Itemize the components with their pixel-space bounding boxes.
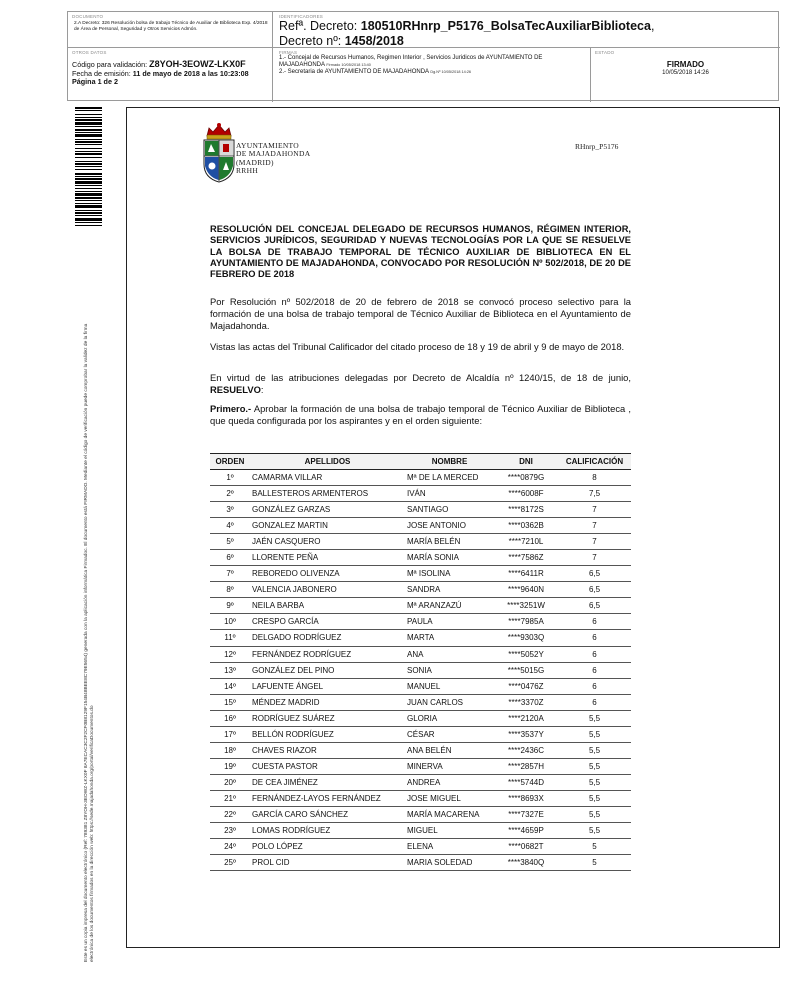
- table-row: [210, 678, 631, 694]
- row-dni: ****3370Z: [494, 694, 558, 710]
- identificadores-cell: [273, 12, 780, 48]
- letterhead-text: [236, 142, 310, 175]
- decreto-number-line: [279, 34, 774, 48]
- table-row: [210, 486, 631, 502]
- row-nombre: MARÍA MACARENA: [405, 806, 494, 822]
- row-nombre: IVÁN: [405, 486, 494, 502]
- row-calificacion: 6: [558, 646, 631, 662]
- row-nombre: MARÍA SONIA: [405, 550, 494, 566]
- row-nombre: JOSE ANTONIO: [405, 518, 494, 534]
- table-row: [210, 582, 631, 598]
- row-calificacion: 7: [558, 518, 631, 534]
- row-apellidos: POLO LÓPEZ: [250, 839, 405, 855]
- table-row: [210, 646, 631, 662]
- row-orden: 8º: [210, 582, 250, 598]
- row-dni: ****5052Y: [494, 646, 558, 662]
- row-apellidos: LAFUENTE ÁNGEL: [250, 678, 405, 694]
- row-nombre: ANA BELÉN: [405, 742, 494, 758]
- table-row: [210, 758, 631, 774]
- row-apellidos: DELGADO RODRÍGUEZ: [250, 630, 405, 646]
- row-apellidos: CUESTA PASTOR: [250, 758, 405, 774]
- row-calificacion: 8: [558, 470, 631, 486]
- row-calificacion: 7: [558, 534, 631, 550]
- otros-label: OTROS DATOS: [72, 50, 107, 55]
- document-metadata-header: [67, 11, 779, 101]
- emision-prefix: Fecha de emisión:: [72, 68, 133, 78]
- row-orden: 2º: [210, 486, 250, 502]
- ref-value: 180510RHnrp_P5176_BolsaTecAuxiliarBiblioteca: [360, 19, 651, 33]
- header-apellidos: APELLIDOS: [250, 454, 405, 470]
- row-dni: ****9640N: [494, 582, 558, 598]
- table-row: [210, 502, 631, 518]
- paragraph-resuelvo: [210, 372, 631, 396]
- row-calificacion: 6: [558, 662, 631, 678]
- row-orden: 14º: [210, 678, 250, 694]
- coat-of-arms-logo: [198, 122, 240, 186]
- row-nombre: MARÍA BELÉN: [405, 534, 494, 550]
- row-dni: ****0682T: [494, 839, 558, 855]
- row-apellidos: CHAVES RIAZOR: [250, 742, 405, 758]
- row-nombre: SANTIAGO: [405, 502, 494, 518]
- row-calificacion: 7: [558, 502, 631, 518]
- vertical-validation-note: Este es un copia impresa del documento electrónico (Ref: 789381 Z8YOH-3EOWZ-LKX0F 8A7ECAC3C2F2CF0B8129F154B48BEE8C79E5654) generada con la aplicación informática Firmadoc. El documento está FIRMADO. Mediante el código de verificación puede comprobar la validez de la firma electrónica de los documentos firmados en la dirección web: https://sede.majadahonda.org/portal/verificaDocumentos.do: [84, 323, 95, 962]
- table-row: [210, 662, 631, 678]
- header-orden: ORDEN: [210, 454, 250, 470]
- row-calificacion: 6: [558, 678, 631, 694]
- row-dni: ****9303Q: [494, 630, 558, 646]
- barcode-image: [75, 107, 102, 287]
- row-calificacion: 5,5: [558, 710, 631, 726]
- row-nombre: JUAN CARLOS: [405, 694, 494, 710]
- barcode-bar: [75, 226, 102, 227]
- row-apellidos: NEILA BARBA: [250, 598, 405, 614]
- row-orden: 10º: [210, 614, 250, 630]
- table-row: [210, 550, 631, 566]
- row-apellidos: CRESPO GARCÍA: [250, 614, 405, 630]
- row-nombre: ANDREA: [405, 774, 494, 790]
- row-dni: ****0476Z: [494, 678, 558, 694]
- row-orden: 24º: [210, 839, 250, 855]
- row-dni: ****6008F: [494, 486, 558, 502]
- row-dni: ****3251W: [494, 598, 558, 614]
- row-apellidos: JAÉN CASQUERO: [250, 534, 405, 550]
- otros-datos-cell: [68, 48, 273, 102]
- row-dni: ****8172S: [494, 502, 558, 518]
- row-dni: ****7210L: [494, 534, 558, 550]
- firma-2-text: 2.- Secretaria de AYUNTAMIENTO DE MAJADAHONDA: [279, 69, 429, 76]
- firmas-cell: [273, 48, 591, 102]
- row-nombre: MINERVA: [405, 758, 494, 774]
- row-orden: 5º: [210, 534, 250, 550]
- row-orden: 23º: [210, 823, 250, 839]
- row-orden: 21º: [210, 790, 250, 806]
- row-nombre: SANDRA: [405, 582, 494, 598]
- row-apellidos: LOMAS RODRÍGUEZ: [250, 823, 405, 839]
- row-nombre: Mª DE LA MERCED: [405, 470, 494, 486]
- table-row: [210, 630, 631, 646]
- firma-1-text: 1.- Concejal de Recursos Humanos, Regimen Interior , Servicios Juridicos de AYUNTAMIENTO DE MAJADAHONDA: [279, 55, 543, 69]
- row-calificacion: 5,5: [558, 806, 631, 822]
- table-row: [210, 710, 631, 726]
- row-orden: 20º: [210, 774, 250, 790]
- row-dni: ****0879G: [494, 470, 558, 486]
- row-dni: ****7985A: [494, 614, 558, 630]
- row-dni: ****0362B: [494, 518, 558, 534]
- emision-value: 11 de mayo de 2018 a las 10:23:08: [132, 68, 249, 78]
- row-calificacion: 5,5: [558, 726, 631, 742]
- row-dni: ****2436C: [494, 742, 558, 758]
- row-calificacion: 6,5: [558, 582, 631, 598]
- table-row: [210, 855, 631, 871]
- row-apellidos: RODRÍGUEZ SUÁREZ: [250, 710, 405, 726]
- row-nombre: ANA: [405, 646, 494, 662]
- row-orden: 6º: [210, 550, 250, 566]
- resuelvo-text: En virtud de las atribuciones delegadas por Decreto de Alcaldía nº 1240/15, de 18 de junio,: [210, 372, 631, 383]
- ref-prefix: Refª. Decreto:: [279, 19, 361, 33]
- row-nombre: Mª ISOLINA: [405, 566, 494, 582]
- row-apellidos: VALENCIA JABONERO: [250, 582, 405, 598]
- table-row: [210, 839, 631, 855]
- row-apellidos: REBOREDO OLIVENZA: [250, 566, 405, 582]
- table-row: [210, 534, 631, 550]
- table-row: [210, 823, 631, 839]
- row-dni: ****3840Q: [494, 855, 558, 871]
- candidates-table: [210, 453, 631, 871]
- header-calificacion: CALIFICACIÓN: [558, 454, 631, 470]
- table-row: [210, 470, 631, 486]
- firma-1-timestamp: Firmado 10/05/2018 13:40: [326, 63, 371, 68]
- row-calificacion: 5,5: [558, 774, 631, 790]
- row-orden: 17º: [210, 726, 250, 742]
- table-row: [210, 694, 631, 710]
- row-calificacion: 5,5: [558, 790, 631, 806]
- estado-label: ESTADO: [595, 50, 615, 55]
- row-nombre: MIGUEL: [405, 823, 494, 839]
- table-row: [210, 790, 631, 806]
- row-apellidos: GONZÁLEZ DEL PINO: [250, 662, 405, 678]
- table-row: [210, 614, 631, 630]
- row-calificacion: 6: [558, 614, 631, 630]
- decreto-prefix: Decreto nº:: [279, 34, 345, 48]
- row-nombre: JOSE MIGUEL: [405, 790, 494, 806]
- row-orden: 11º: [210, 630, 250, 646]
- row-apellidos: LLORENTE PEÑA: [250, 550, 405, 566]
- row-dni: ****7327E: [494, 806, 558, 822]
- row-apellidos: GONZÁLEZ GARZAS: [250, 502, 405, 518]
- resuelvo-bold: RESUELVO: [210, 384, 261, 396]
- row-orden: 4º: [210, 518, 250, 534]
- table-row: [210, 566, 631, 582]
- pagina-value: Página 1 de 2: [72, 77, 118, 86]
- row-calificacion: 5,5: [558, 823, 631, 839]
- paragraph-actas: Vistas las actas del Tribunal Calificador del citado proceso de 18 y 19 de abril y 9 de mayo de 2018.: [210, 341, 625, 352]
- table-row: [210, 742, 631, 758]
- header-dni: DNI: [494, 454, 558, 470]
- row-apellidos: CAMARMA VILLAR: [250, 470, 405, 486]
- documento-description: 2.A Decreto: 326 Resolución bolsa de trabajo Técnico de Auxiliar de Biblioteca Exp. 4/2018 de Área de Personal, Seguridad y Otros Servicios Admón.: [74, 21, 268, 32]
- row-orden: 22º: [210, 806, 250, 822]
- row-apellidos: BALLESTEROS ARMENTEROS: [250, 486, 405, 502]
- decreto-value: 1458/2018: [344, 34, 404, 48]
- row-orden: 19º: [210, 758, 250, 774]
- primero-bold: Primero.-: [210, 403, 252, 414]
- row-nombre: MARTA: [405, 630, 494, 646]
- codigo-prefix: Código para validación:: [72, 60, 150, 69]
- resuelvo-end: :: [260, 384, 264, 396]
- row-dni: ****3537Y: [494, 726, 558, 742]
- row-orden: 13º: [210, 662, 250, 678]
- row-calificacion: 6,5: [558, 566, 631, 582]
- firma-2-timestamp: Dg.Nº 10/05/2018 14:26: [430, 70, 472, 75]
- row-dni: ****2857H: [494, 758, 558, 774]
- letterhead-line-4: RRHH: [236, 165, 259, 175]
- row-orden: 15º: [210, 694, 250, 710]
- row-calificacion: 7,5: [558, 486, 631, 502]
- row-calificacion: 6,5: [558, 598, 631, 614]
- row-orden: 12º: [210, 646, 250, 662]
- table-body: [210, 470, 631, 871]
- row-dni: ****5015G: [494, 662, 558, 678]
- row-orden: 18º: [210, 742, 250, 758]
- table-row: [210, 598, 631, 614]
- row-orden: 16º: [210, 710, 250, 726]
- row-calificacion: 6: [558, 694, 631, 710]
- table-row: [210, 726, 631, 742]
- row-dni: ****8693X: [494, 790, 558, 806]
- estado-cell: [591, 48, 780, 102]
- firmas-label: FIRMAS: [279, 50, 298, 55]
- table-row: [210, 774, 631, 790]
- row-orden: 25º: [210, 855, 250, 871]
- row-nombre: ELENA: [405, 839, 494, 855]
- row-apellidos: FERNÁNDEZ RODRÍGUEZ: [250, 646, 405, 662]
- row-dni: ****7586Z: [494, 550, 558, 566]
- row-orden: 3º: [210, 502, 250, 518]
- row-calificacion: 7: [558, 550, 631, 566]
- row-apellidos: FERNÁNDEZ-LAYOS FERNÁNDEZ: [250, 790, 405, 806]
- row-nombre: Mª ARANZAZÚ: [405, 598, 494, 614]
- row-apellidos: DE CEA JIMÉNEZ: [250, 774, 405, 790]
- row-apellidos: PROL CID: [250, 855, 405, 871]
- row-calificacion: 5: [558, 855, 631, 871]
- firma-1: [279, 55, 584, 69]
- table-row: [210, 806, 631, 822]
- row-nombre: MARIA SOLEDAD: [405, 855, 494, 871]
- row-apellidos: GONZALEZ MARTIN: [250, 518, 405, 534]
- row-apellidos: MÉNDEZ MADRID: [250, 694, 405, 710]
- letterhead-line-3: (MADRID): [236, 157, 274, 167]
- row-dni: ****5744D: [494, 774, 558, 790]
- estado-value: FIRMADO: [666, 60, 705, 69]
- estado-date: 10/05/2018 14:26: [662, 70, 709, 76]
- row-calificacion: 6: [558, 630, 631, 646]
- row-calificacion: 5,5: [558, 742, 631, 758]
- row-apellidos: GARCÍA CARO SÁNCHEZ: [250, 806, 405, 822]
- resolution-title: RESOLUCIÓN DEL CONCEJAL DELEGADO DE RECURSOS HUMANOS, RÉGIMEN INTERIOR, SERVICIOS JURÍDICOS, SEGURIDAD Y NUEVAS TECNOLOGÍAS POR LA QUE SE RESUELVE LA BOLSA DE TRABAJO TEMPORAL DE TÉCNICO AUXILIAR DE BIBLIOTECA EN EL AYUNTAMIENTO DE MAJADAHONDA, CONVOCADO POR RESOLUCIÓN Nº 502/2018, DE 20 DE FEBRERO DE 2018: [210, 224, 631, 280]
- row-nombre: MANUEL: [405, 678, 494, 694]
- row-nombre: GLORIA: [405, 710, 494, 726]
- table-header-row: [210, 454, 631, 470]
- codigo-value: Z8YOH-3EOWZ-LKX0F: [149, 59, 246, 69]
- paragraph-convocatoria: Por Resolución nº 502/2018 de 20 de febrero de 2018 se convocó proceso selectivo para la formación de una bolsa de trabajo temporal de Técnico Auxiliar de Biblioteca en el Ayuntamiento de Majadahonda.: [210, 296, 631, 332]
- page-counter: [72, 78, 268, 87]
- row-calificacion: 5,5: [558, 758, 631, 774]
- letterhead-line-2: DE MAJADAHONDA: [236, 149, 311, 159]
- ref-suffix: ,: [650, 19, 655, 33]
- row-apellidos: BELLÓN RODRÍGUEZ: [250, 726, 405, 742]
- row-dni: ****4659P: [494, 823, 558, 839]
- primero-text: Aprobar la formación de una bolsa de trabajo temporal de Técnico Auxiliar de Biblioteca , que queda configurada por los aspirantes y en el orden siguiente:: [210, 403, 631, 427]
- reference-code: RHnrp_P5176: [575, 142, 619, 151]
- row-orden: 7º: [210, 566, 250, 582]
- documento-cell: [68, 12, 273, 48]
- row-orden: 1º: [210, 470, 250, 486]
- row-nombre: PAULA: [405, 614, 494, 630]
- row-dni: ****2120A: [494, 710, 558, 726]
- documento-label: DOCUMENTO: [72, 14, 104, 19]
- row-orden: 9º: [210, 598, 250, 614]
- paragraph-primero: [210, 403, 631, 427]
- ref-decreto-line: [279, 19, 774, 34]
- header-nombre: NOMBRE: [405, 454, 494, 470]
- table-row: [210, 518, 631, 534]
- row-nombre: SONIA: [405, 662, 494, 678]
- row-calificacion: 5: [558, 839, 631, 855]
- firma-2: [279, 69, 584, 76]
- row-nombre: CÉSAR: [405, 726, 494, 742]
- ident-label: IDENTIFICADORES: [279, 14, 324, 19]
- row-dni: ****6411R: [494, 566, 558, 582]
- letterhead-line-1: AYUNTAMIENTO: [236, 141, 299, 150]
